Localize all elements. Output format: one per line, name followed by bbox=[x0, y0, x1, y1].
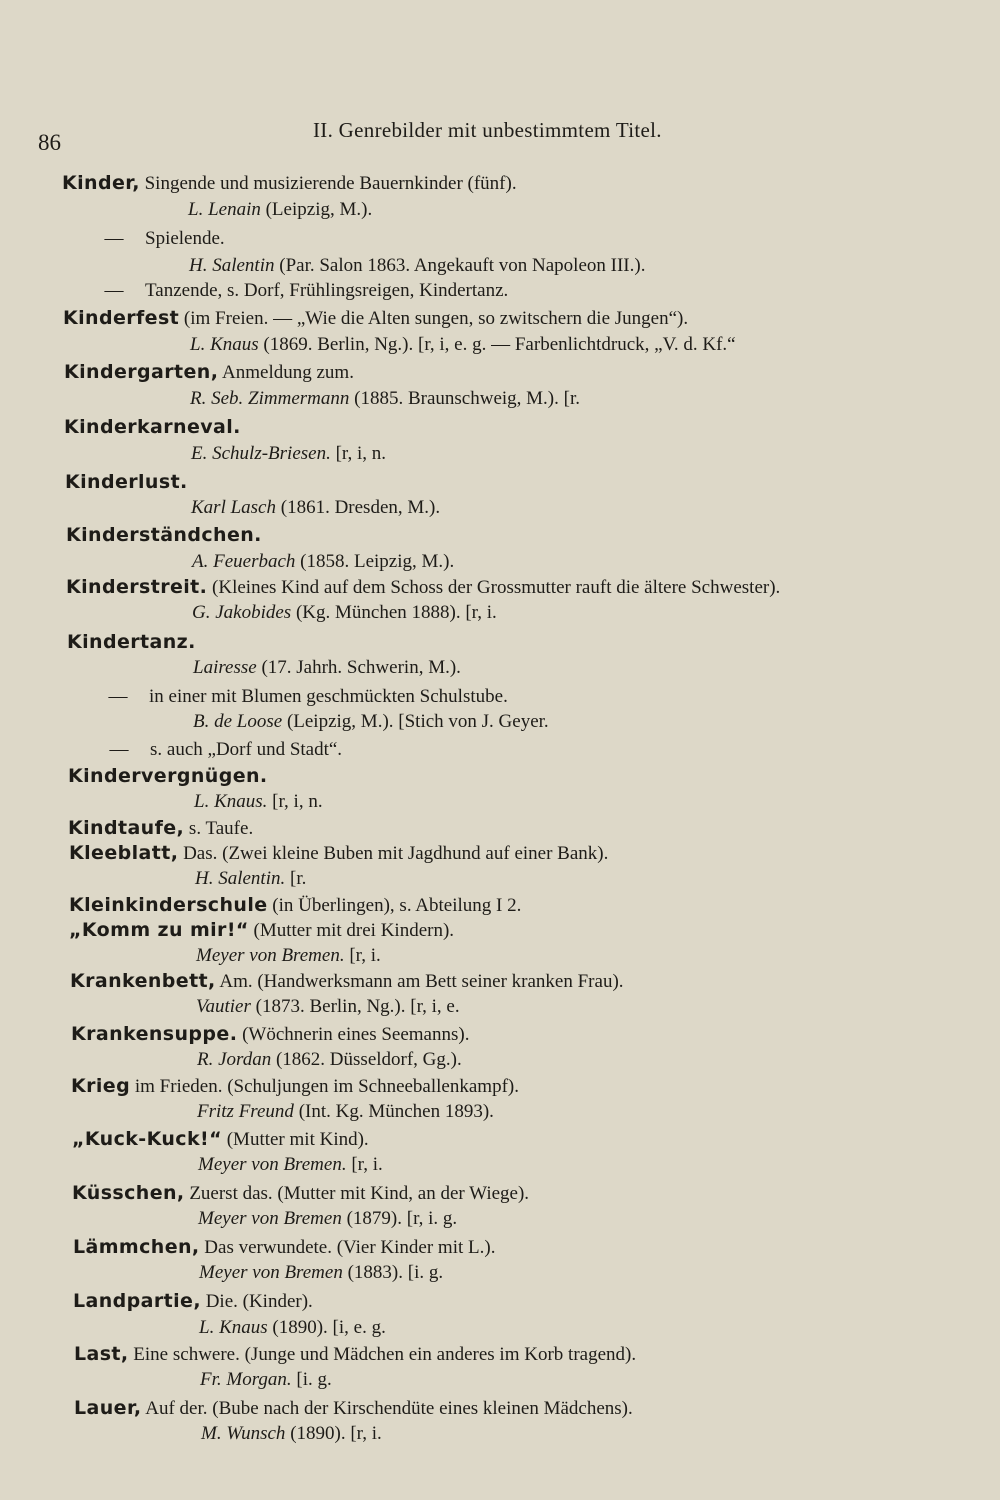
entry-text: (1885. Braunschweig, M.). [r. bbox=[349, 388, 580, 409]
entry-text: Zuerst das. (Mutter mit Kind, an der Wiege). bbox=[184, 1183, 530, 1204]
entry-artist-line bbox=[196, 996, 460, 1018]
artist-name: L. Knaus bbox=[199, 1317, 268, 1338]
artist-name: M. Wunsch bbox=[201, 1423, 286, 1444]
entry-artist-line bbox=[200, 1369, 332, 1391]
repeat-dash: — bbox=[108, 686, 128, 707]
entry-artist-line bbox=[190, 388, 580, 410]
entry-artist-line bbox=[188, 199, 372, 221]
artist-name: Lairesse bbox=[193, 657, 257, 678]
entry-headword: Kinderständchen. bbox=[66, 524, 262, 546]
running-title: II. Genrebilder mit unbestimmtem Titel. bbox=[313, 118, 662, 142]
artist-name: Meyer von Bremen. bbox=[198, 1154, 347, 1175]
entry-text: (Kg. München 1888). [r, i. bbox=[291, 602, 497, 623]
artist-name: Meyer von Bremen bbox=[199, 1262, 343, 1283]
entry-artist-line bbox=[199, 1262, 443, 1284]
entry-headword: Lauer, bbox=[74, 1397, 142, 1419]
entry-headword-line bbox=[74, 1343, 636, 1366]
entry-text: (in Überlingen), s. Abteilung I 2. bbox=[267, 895, 522, 916]
entry-headword: Landpartie, bbox=[73, 1290, 201, 1312]
entry-text: Die. (Kinder). bbox=[200, 1291, 313, 1312]
repeat-dash: — bbox=[104, 228, 124, 249]
artist-name: A. Feuerbach bbox=[192, 551, 296, 572]
artist-name: H. Salentin. bbox=[195, 868, 286, 889]
entry-text: (Int. Kg. München 1893). bbox=[293, 1101, 494, 1122]
entry-text: Spielende. bbox=[145, 228, 225, 249]
entry-text: [r, i. bbox=[346, 1154, 383, 1175]
entry-text: (Leipzig, M.). [Stich von J. Geyer. bbox=[282, 711, 549, 732]
entry-text: [i. g. bbox=[291, 1369, 332, 1390]
entry-artist-line bbox=[190, 334, 736, 356]
entry-headword-line bbox=[64, 416, 241, 439]
entry-headword: Lämmchen, bbox=[73, 1236, 200, 1258]
entry-headword: Kleinkinderschule bbox=[69, 894, 268, 916]
entry-headword-line bbox=[74, 1397, 633, 1420]
entry-artist-line bbox=[194, 791, 323, 813]
entry-headword-line bbox=[68, 817, 253, 840]
entry-headword: Kindergarten, bbox=[64, 361, 219, 383]
artist-name: E. Schulz-Briesen. bbox=[191, 443, 331, 464]
entry-headword: „Kuck-Kuck!“ bbox=[72, 1128, 222, 1150]
entry-headword: Krankensuppe. bbox=[71, 1023, 238, 1045]
entry-text: (1861. Dresden, M.). bbox=[276, 497, 441, 518]
entry-sub-line bbox=[97, 686, 508, 708]
entry-artist-line bbox=[196, 945, 381, 967]
entry-text: (1858. Leipzig, M.). bbox=[295, 551, 455, 572]
entry-text: (1869. Berlin, Ng.). [r, i, e. g. — Farbenlichtdruck, „V. d. Kf.“ bbox=[258, 334, 736, 355]
artist-name: L. Lenain bbox=[188, 199, 261, 220]
page-header bbox=[0, 118, 1000, 158]
entry-headword: Kinder, bbox=[62, 172, 140, 194]
entry-artist-line bbox=[193, 711, 549, 733]
entry-headword-line bbox=[62, 172, 517, 195]
entry-text: (1890). [r, i. bbox=[285, 1423, 382, 1444]
entry-headword-line bbox=[70, 970, 624, 993]
artist-name: R. Seb. Zimmermann bbox=[190, 388, 350, 409]
entry-headword-line bbox=[69, 842, 608, 865]
artist-name: H. Salentin bbox=[189, 255, 275, 276]
entry-text: Singende und musizierende Bauernkinder (fünf). bbox=[139, 173, 517, 194]
page-number: 86 bbox=[38, 130, 61, 155]
entry-artist-line bbox=[192, 551, 454, 573]
entry-text: s. Taufe. bbox=[184, 818, 254, 839]
entry-artist-line bbox=[198, 1208, 457, 1230]
entry-artist-line bbox=[191, 497, 440, 519]
entry-artist-line bbox=[192, 602, 497, 624]
entry-sub-line bbox=[98, 739, 342, 761]
entry-headword-line bbox=[73, 1236, 495, 1259]
entry-artist-line bbox=[195, 868, 306, 890]
entry-headword-line bbox=[64, 361, 354, 384]
entry-headword-line bbox=[69, 894, 521, 917]
artist-name: Meyer von Bremen. bbox=[196, 945, 345, 966]
entry-text: (1883). [i. g. bbox=[342, 1262, 444, 1283]
entry-text: im Frieden. (Schuljungen im Schneeballenkampf). bbox=[130, 1076, 519, 1097]
entry-text: (Kleines Kind auf dem Schoss der Grossmutter rauft die ältere Schwester). bbox=[207, 577, 781, 598]
entry-headword: Kleeblatt, bbox=[69, 842, 179, 864]
entry-text: Eine schwere. (Junge und Mädchen ein anderes im Korb tragend). bbox=[128, 1344, 637, 1365]
entry-headword-line bbox=[72, 1182, 529, 1205]
entry-text: Das verwundete. (Vier Kinder mit L.). bbox=[199, 1237, 496, 1258]
entry-text: (Par. Salon 1863. Angekauft von Napoleon III.). bbox=[274, 255, 646, 276]
entry-text: [r, i, n. bbox=[267, 791, 323, 812]
entry-artist-line bbox=[193, 657, 461, 679]
entry-text: [r. bbox=[285, 868, 307, 889]
entry-headword-line bbox=[71, 1023, 469, 1046]
entry-text: Das. (Zwei kleine Buben mit Jagdhund auf einer Bank). bbox=[178, 843, 609, 864]
entry-sub-line bbox=[93, 228, 225, 250]
entry-text: (1873. Berlin, Ng.). [r, i, e. bbox=[250, 996, 460, 1017]
artist-name: Vautier bbox=[196, 996, 251, 1017]
entry-text: (Leipzig, M.). bbox=[260, 199, 373, 220]
entry-text: (1879). [r, i. g. bbox=[341, 1208, 458, 1229]
entry-headword: Kinderstreit. bbox=[66, 576, 208, 598]
entry-text: Anmeldung zum. bbox=[218, 362, 354, 383]
entry-text: (Mutter mit Kind). bbox=[221, 1129, 369, 1150]
entry-headword-line bbox=[68, 765, 268, 788]
entry-headword-line bbox=[66, 524, 262, 547]
entry-headword: Kinderkarneval. bbox=[64, 416, 241, 438]
entry-artist-line bbox=[189, 255, 645, 277]
entry-text: [r, i, n. bbox=[330, 443, 387, 464]
artist-name: R. Jordan bbox=[197, 1049, 272, 1070]
entry-headword-line bbox=[69, 919, 454, 942]
entry-text: (1890). [i, e. g. bbox=[267, 1317, 386, 1338]
entry-text: (im Freien. — „Wie die Alten sungen, so zwitschern die Jungen“). bbox=[179, 308, 689, 329]
artist-name: Karl Lasch bbox=[191, 497, 276, 518]
artist-name: L. Knaus. bbox=[194, 791, 268, 812]
entry-text: s. auch „Dorf und Stadt“. bbox=[150, 739, 343, 760]
entry-headword: Kinderlust. bbox=[65, 471, 188, 493]
entry-headword: Kindtaufe, bbox=[68, 817, 185, 839]
entry-headword: Kindervergnügen. bbox=[68, 765, 268, 787]
entry-headword: Krieg bbox=[71, 1075, 131, 1097]
entry-headword: Küsschen, bbox=[72, 1182, 185, 1204]
artist-name: Fr. Morgan. bbox=[200, 1369, 292, 1390]
entry-artist-line bbox=[199, 1317, 386, 1339]
entry-headword-line bbox=[63, 307, 688, 330]
entry-text: Am. (Handwerksmann am Bett seiner kranken Frau). bbox=[215, 971, 624, 992]
entry-headword: Kinderfest bbox=[63, 307, 180, 329]
entry-headword-line bbox=[72, 1128, 369, 1151]
entry-headword-line bbox=[67, 631, 196, 654]
entry-headword: Krankenbett, bbox=[70, 970, 216, 992]
entry-text: Tanzende, s. Dorf, Frühlingsreigen, Kindertanz. bbox=[145, 280, 509, 301]
artist-name: G. Jakobides bbox=[192, 602, 292, 623]
artist-name: B. de Loose bbox=[193, 711, 283, 732]
entry-headword-line bbox=[65, 471, 188, 494]
entry-text: Auf der. (Bube nach der Kirschendüte eines kleinen Mädchens). bbox=[141, 1398, 633, 1419]
entry-text: in einer mit Blumen geschmückten Schulstube. bbox=[149, 686, 508, 707]
entry-text: (Mutter mit drei Kindern). bbox=[248, 920, 455, 941]
artist-name: Meyer von Bremen bbox=[198, 1208, 342, 1229]
entry-headword-line bbox=[66, 576, 780, 599]
entry-text: (1862. Düsseldorf, Gg.). bbox=[271, 1049, 462, 1070]
entry-text: (17. Jahrh. Schwerin, M.). bbox=[256, 657, 461, 678]
repeat-dash: — bbox=[109, 739, 129, 760]
entry-headword: „Komm zu mir!“ bbox=[69, 919, 249, 941]
artist-name: Fritz Freund bbox=[197, 1101, 294, 1122]
entry-sub-line bbox=[93, 280, 508, 302]
entry-artist-line bbox=[201, 1423, 382, 1445]
entry-headword-line bbox=[71, 1075, 519, 1098]
entry-artist-line bbox=[191, 443, 386, 465]
entry-artist-line bbox=[197, 1101, 494, 1123]
entry-headword: Last, bbox=[74, 1343, 129, 1365]
artist-name: L. Knaus bbox=[190, 334, 259, 355]
repeat-dash: — bbox=[104, 280, 124, 301]
entry-text: (Wöchnerin eines Seemanns). bbox=[237, 1024, 470, 1045]
entry-artist-line bbox=[197, 1049, 462, 1071]
entry-headword: Kindertanz. bbox=[67, 631, 196, 653]
entry-headword-line bbox=[73, 1290, 313, 1313]
entry-text: [r, i. bbox=[344, 945, 381, 966]
entry-artist-line bbox=[198, 1154, 383, 1176]
